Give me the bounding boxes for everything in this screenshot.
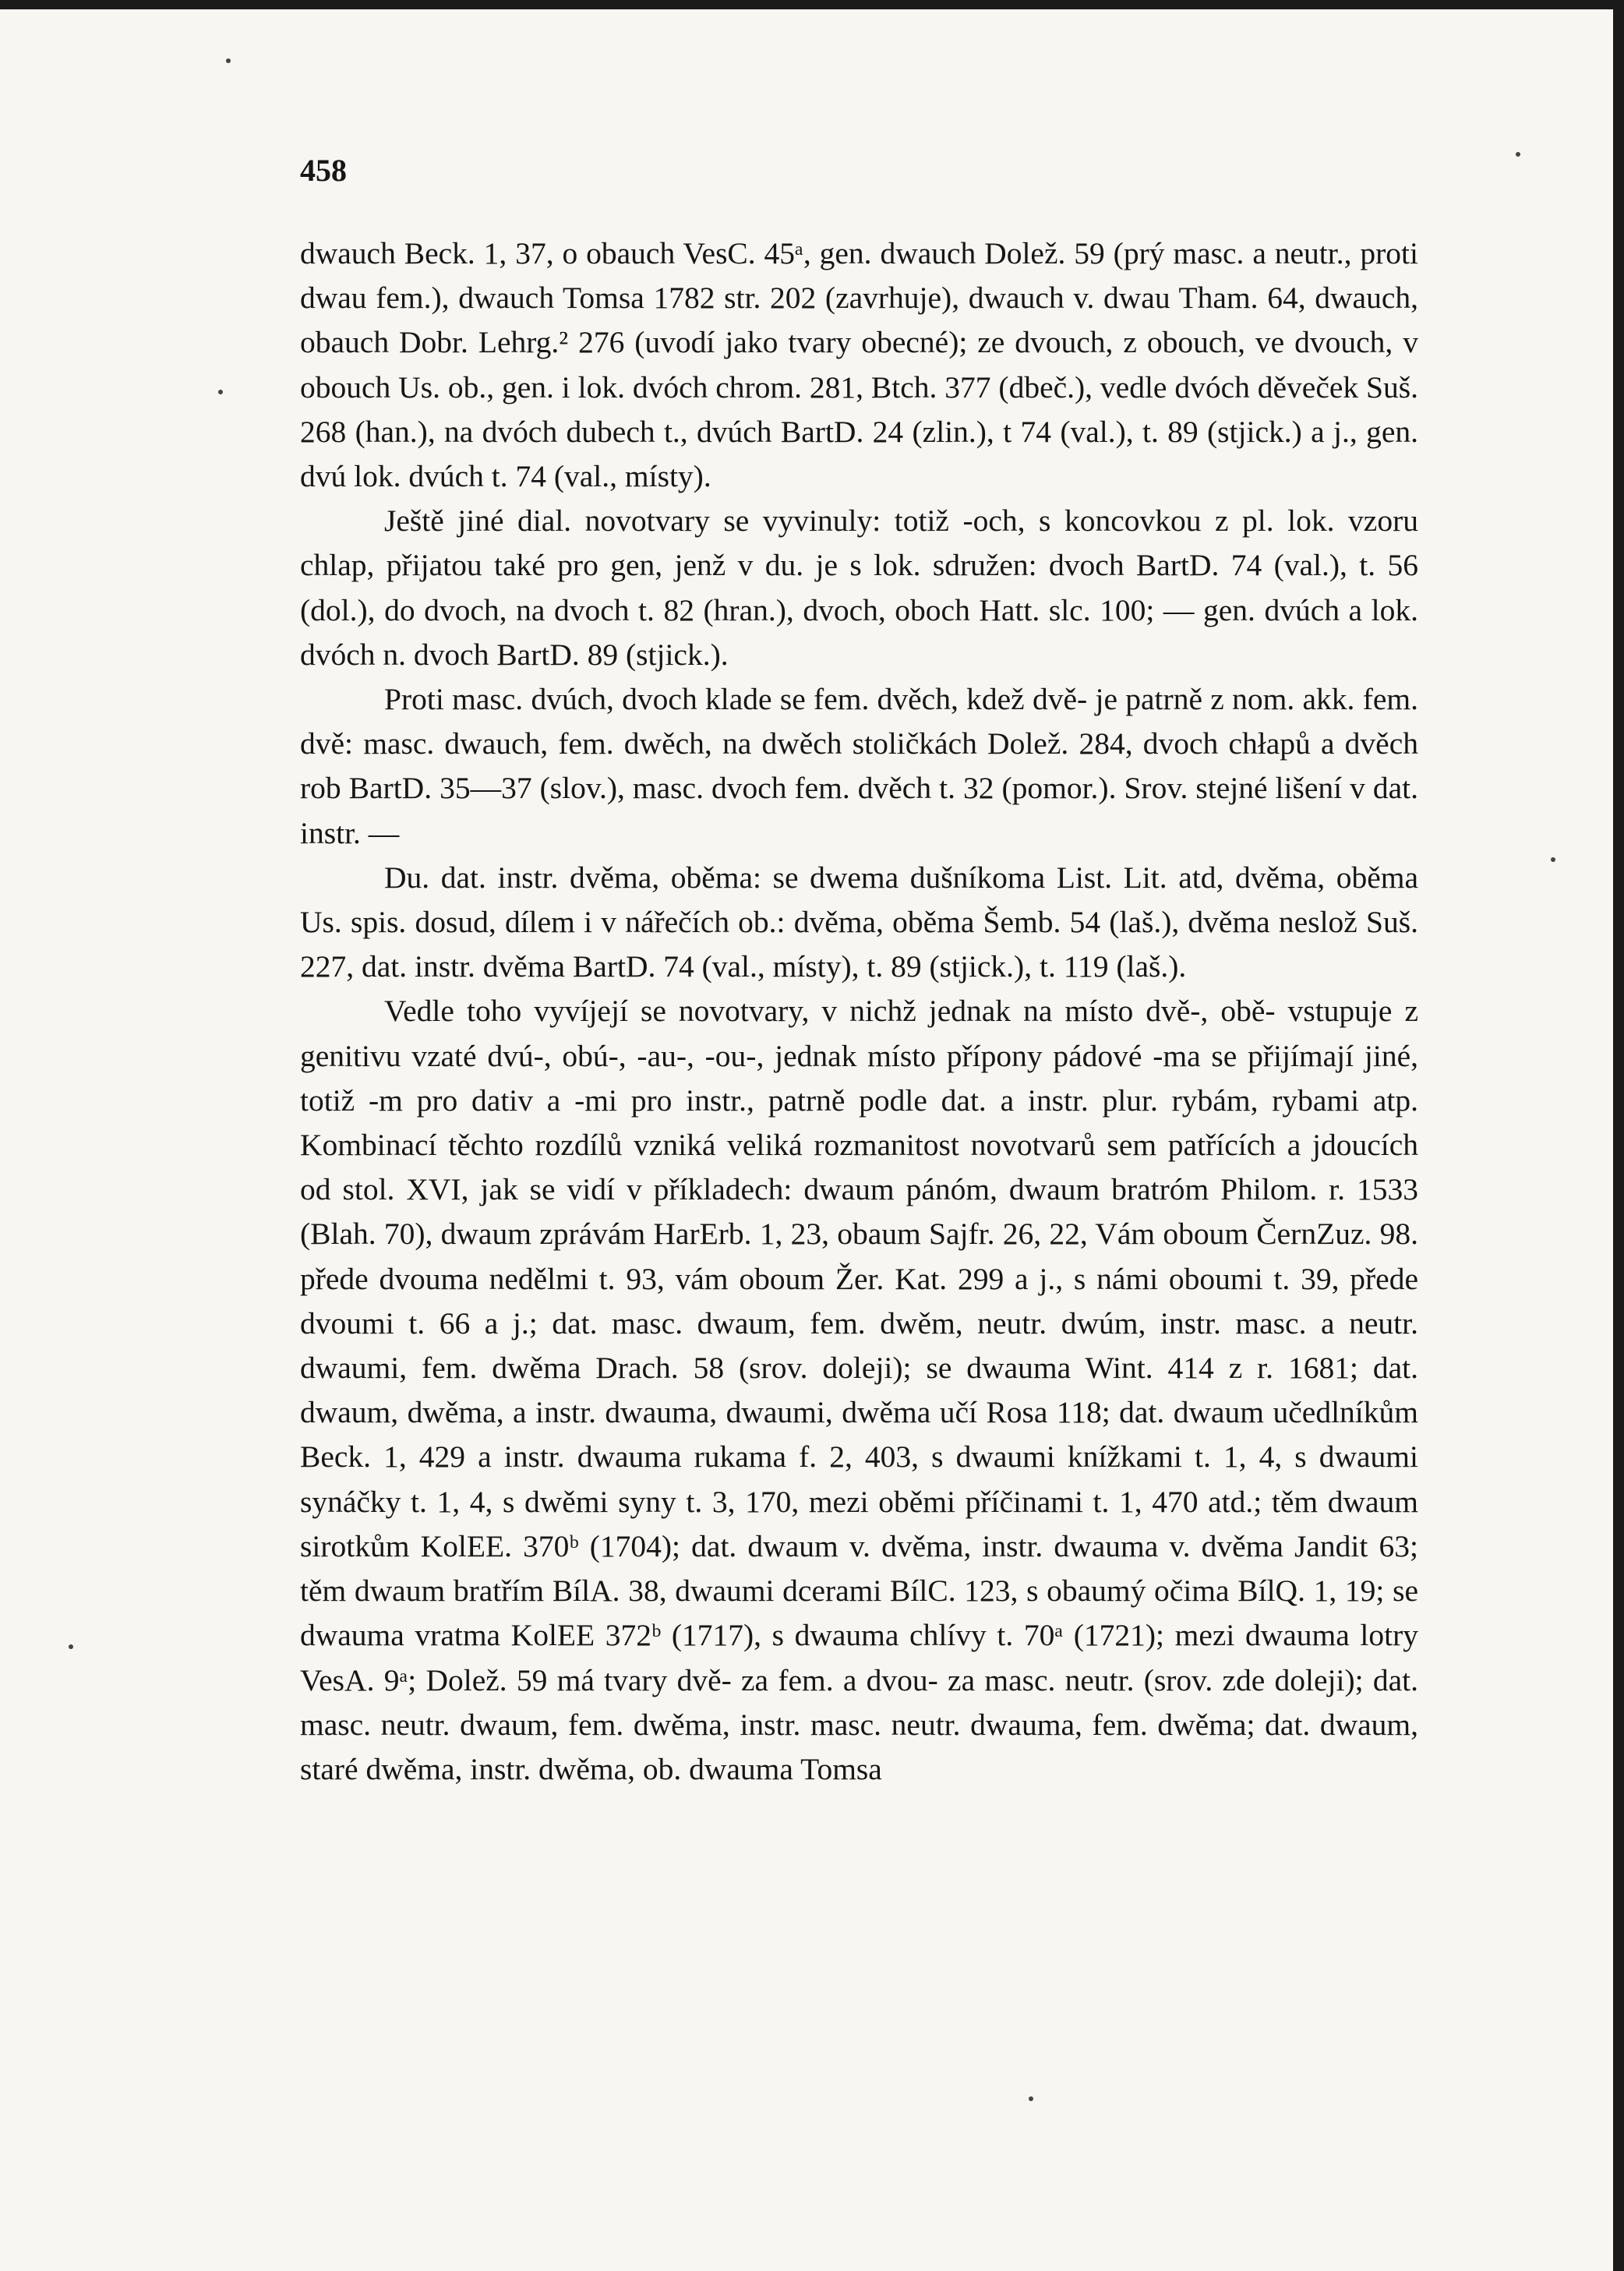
scan-speck — [69, 1644, 73, 1649]
scan-top-edge — [0, 0, 1624, 9]
scan-speck — [226, 58, 231, 63]
document-page — [300, 152, 1418, 1792]
scan-speck — [1516, 152, 1520, 157]
paragraph-1: dwauch Beck. 1, 37, o obauch VesC. 45ᵃ, gen. dwauch Dolež. 59 (prý masc. a neutr., proti dwau fem.), dwauch Tomsa 1782 str. 202 (zavrhuje), dwauch v. dwau Tham. 64, dwauch, obauch Dobr. Lehrg.² 276 (uvodí jako tvary obecné); ze dvouch, z obouch, ve dvouch, v obouch Us. ob., gen. i lok. dvóch chrom. 281, Btch. 377 (dbeč.), vedle dvóch děveček Suš. 268 (han.), na dvóch dubech t., dvúch BartD. 24 (zlin.), t 74 (val.), t. 89 (stjick.) a j., gen. dvú lok. dvúch t. 74 (val., místy). — [300, 236, 1418, 494]
scan-speck — [218, 390, 223, 394]
paragraph-4: Du. dat. instr. dvěma, oběma: se dwema dušníkoma List. Lit. atd, dvěma, oběma Us. spis. dosud, dílem i v nářečích ob.: dvěma, oběma Šemb. 54 (laš.), dvěma neslož Suš. 227, dat. instr. dvěma BartD. 74 (val., místy), t. 89 (stjick.), t. 119 (laš.). — [300, 860, 1418, 984]
scan-speck — [1551, 857, 1555, 862]
scan-speck — [1029, 2096, 1033, 2101]
paragraph-5: Vedle toho vyvíjejí se novotvary, v nichž jednak na místo dvě-, obě- vstupuje z genitivu vzaté dvú-, obú-, -au-, -ou-, jednak místo přípony pádové -ma se přijímají jiné, totiž -m pro dativ a -mi pro instr., patrně podle dat. a instr. plur. rybám, rybami atp. Kombinací těchto rozdílů vzniká veliká rozmanitost novotvarů sem patřících a jdoucích od stol. XVI, jak se vidí v příkladech: dwaum pánóm, dwaum bratróm Philom. r. 1533 (Blah. 70), dwaum zprávám HarErb. 1, 23, obaum Sajfr. 26, 22, Vám oboum ČernZuz. 98. přede dvouma nedělmi t. 93, vám oboum Žer. Kat. 299 a j., s námi oboumi t. 39, přede dvoumi t. 66 a j.; dat. masc. dwaum, fem. dwěm, neutr. dwúm, instr. masc. a neutr. dwaumi, fem. dwěma Drach. 58 (srov. doleji); se dwauma Wint. 414 z r. 1681; dat. dwaum, dwěma, a instr. dwauma, dwaumi, dwěma učí Rosa 118; dat. dwaum učedlníkům Beck. 1, 429 a instr. dwauma rukama f. 2, 403, s dwaumi knížkami t. 1, 4, s dwaumi synáčky t. 1, 4, s dwěmi syny t. 3, 170, mezi oběmi příčinami t. 1, 470 atd.; těm dwaum sirotkům KolEE. 370ᵇ (1704); dat. dwaum v. dvěma, instr. dwauma v. dvěma Jandit 63; těm dwaum bratřím BílA. 38, dwaumi dcerami BílC. 123, s obaumý očima BílQ. 1, 19; se dwauma vratma KolEE 372ᵇ (1717), s dwauma chlívy t. 70ᵃ (1721); mezi dwauma lotry VesA. 9ᵃ; Dolež. 59 má tvary dvě- za fem. a dvou- za masc. neutr. (srov. zde doleji); dat. masc. neutr. dwaum, fem. dwěma, instr. masc. neutr. dwauma, fem. dwěma; dat. dwaum, staré dwěma, instr. dwěma, ob. dwauma Tomsa — [300, 994, 1418, 1786]
page-number: 458 — [300, 153, 347, 188]
scan-right-edge — [1613, 0, 1624, 2271]
paragraph-3: Proti masc. dvúch, dvoch klade se fem. dvěch, kdež dvě- je patrně z nom. akk. fem. dvě: masc. dwauch, fem. dwěch, na dwěch stoličkách Dolež. 284, dvoch chłapů a dvěch rob BartD. 35—37 (slov.), masc. dvoch fem. dvěch t. 32 (pomor.). Srov. stejné lišení v dat. instr. — — [300, 682, 1418, 850]
paragraph-2: Ještě jiné dial. novotvary se vyvinuly: totiž -och, s koncovkou z pl. lok. vzoru chlap, přijatou také pro gen, jenž v du. je s lok. sdružen: dvoch BartD. 74 (val.), t. 56 (dol.), do dvoch, na dvoch t. 82 (hran.), dvoch, oboch Hatt. slc. 100; — gen. dvúch a lok. dvóch n. dvoch BartD. 89 (stjick.). — [300, 503, 1418, 672]
